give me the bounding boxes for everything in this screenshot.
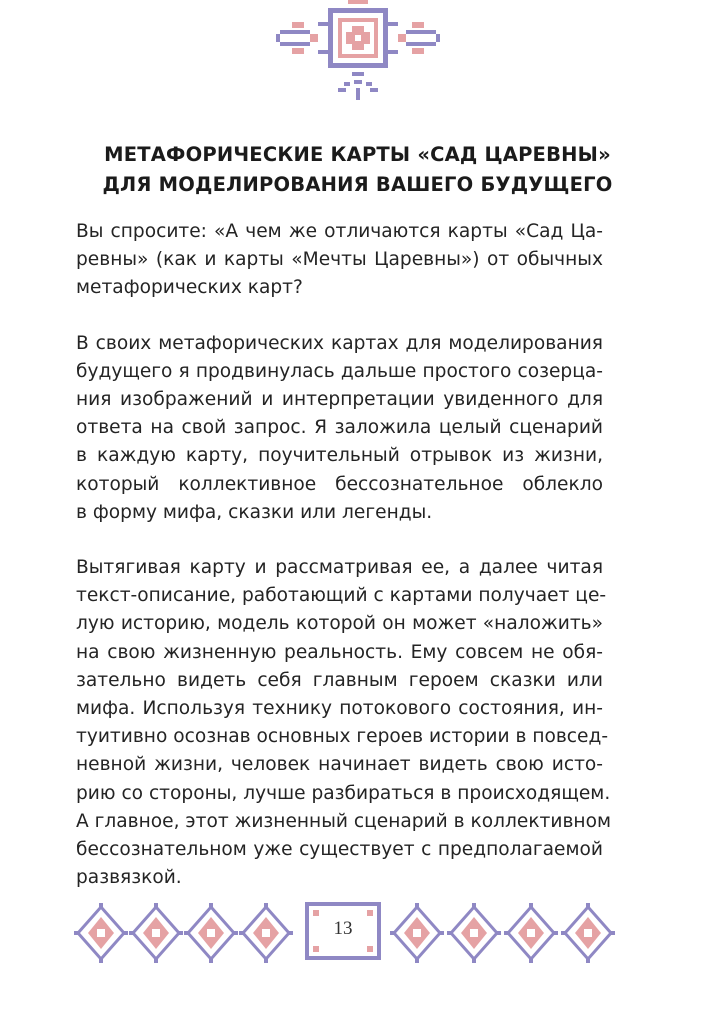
text-line: развязкой.: [76, 867, 182, 889]
text-line: будущего я продвинулась дальше простого созерца-: [76, 360, 603, 382]
text-line: метафорических карт?: [76, 277, 303, 299]
text-line: в форму мифа, сказки или легенды.: [76, 501, 433, 523]
text-line: в каждую карту, поучительный отрывок из жизни,: [76, 445, 603, 467]
text-line: А главное, этот жизненный сценарий в коллективном: [76, 810, 611, 832]
title-line-2: ДЛЯ МОДЕЛИРОВАНИЯ ВАШЕГО БУДУЩЕГО: [102, 173, 613, 196]
text-line: текст-описание, работающий с картами получает це-: [76, 585, 607, 607]
text-line: лую историю, модель которой он может «наложить»: [76, 613, 603, 635]
text-line: Вытягивая карту и рассматривая ее, а далее читая: [76, 557, 603, 579]
text-line: бессознательном уже существует с предполагаемой: [76, 839, 603, 861]
paragraph-3: [76, 554, 611, 892]
text-line: туитивно осознав основных героев истории в повсед-: [76, 726, 609, 748]
footer-left-ornament-icon: [74, 903, 296, 963]
text-line: ния изображений и интерпретации увиденного для: [76, 389, 603, 411]
text-line: ответа на свой запрос. Я заложила целый сценарий: [76, 417, 603, 439]
text-line: который коллективное бессознательное облекло: [76, 473, 603, 495]
text-line: рию со стороны, лучше разбираться в происходящем.: [76, 782, 611, 804]
text-line: Вы спросите: «А чем же отличаются карты «Сад Ца-: [76, 221, 603, 242]
text-line: зательно видеть себя главным героем сказки или: [76, 669, 603, 691]
top-folk-ornament-icon: [272, 0, 444, 102]
footer-right-ornament-icon: [390, 903, 620, 963]
title-line-1: МЕТАФОРИЧЕСКИЕ КАРТЫ «САД ЦАРЕВНЫ»: [104, 143, 611, 166]
text-line: мифа. Используя технику потокового состояния, ин-: [76, 698, 603, 720]
text-line: ревны» (как и карты «Мечты Царевны») от обычных: [76, 249, 603, 271]
text-line: невной жизни, человек начинает видеть свою исто-: [76, 754, 603, 776]
page-title: [60, 140, 655, 200]
paragraph-1: [76, 218, 603, 303]
text-line: В своих метафорических картах для моделирования: [76, 332, 603, 354]
body-text: [76, 218, 611, 919]
paragraph-2: [76, 330, 603, 527]
page-number: 13: [333, 918, 353, 939]
text-line: на свою жизненную реальность. Ему совсем не обя-: [76, 641, 603, 663]
